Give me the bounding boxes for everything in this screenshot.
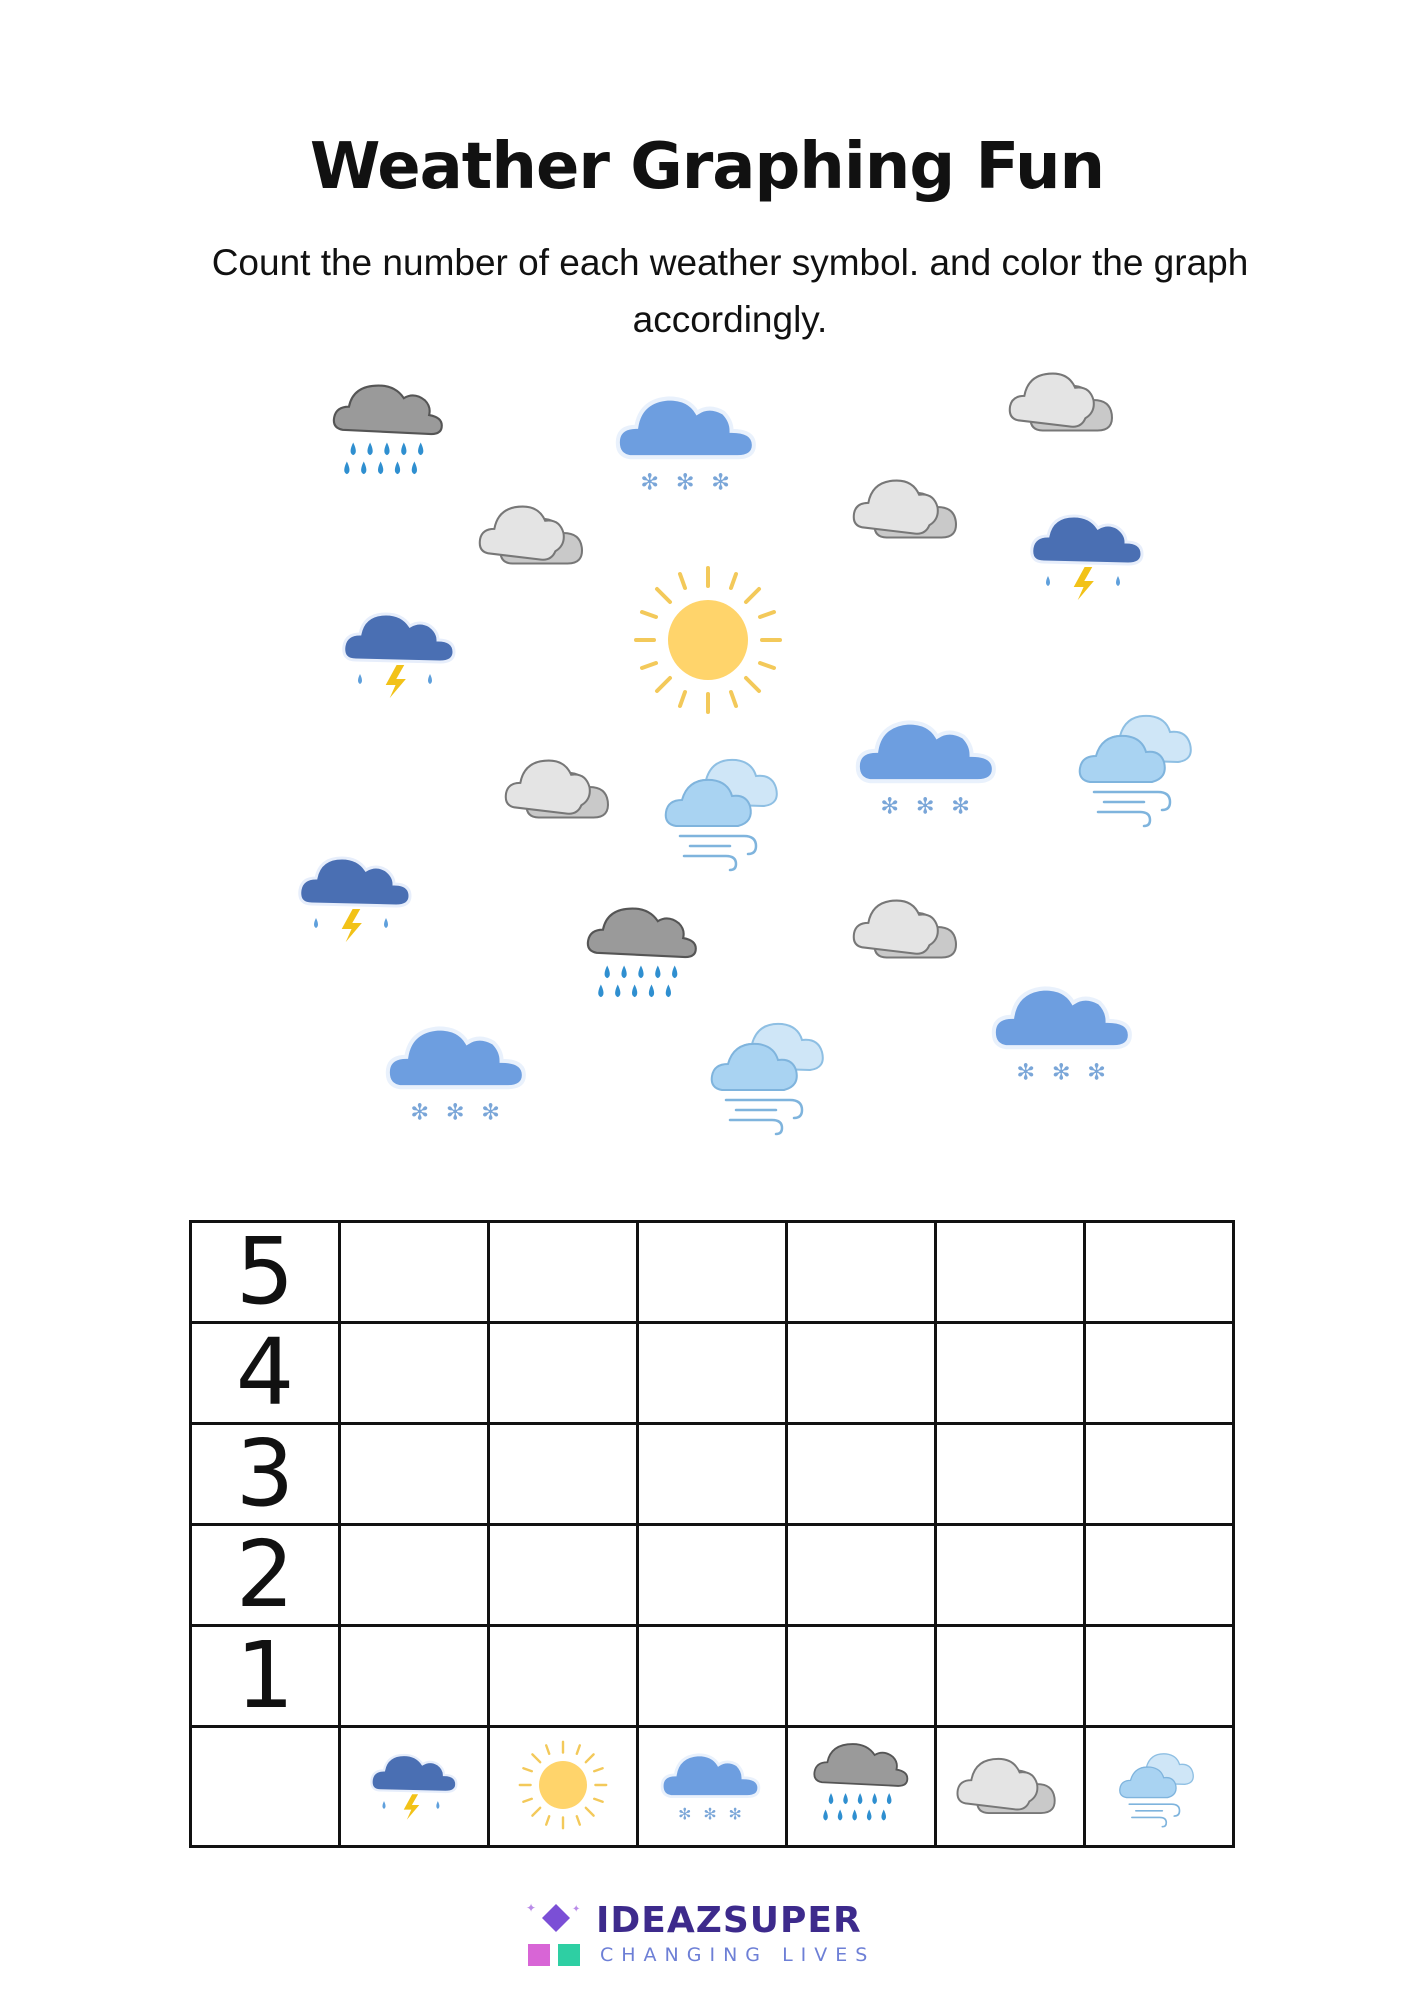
cloudy-icon (848, 882, 970, 974)
svg-text:✦: ✦ (526, 1901, 537, 1915)
graph-cell[interactable] (936, 1525, 1085, 1626)
rain-cloud-icon (811, 1735, 911, 1835)
brand-name: IDEAZSUPER (596, 1900, 862, 1941)
y-label-cell (191, 1319, 340, 1426)
brand-logo (520, 1900, 920, 1970)
snow-cloud-icon (852, 704, 1004, 826)
graph-cell[interactable] (638, 1626, 787, 1727)
thunderstorm-icon (1022, 500, 1152, 610)
cloudy-icon (952, 1741, 1068, 1829)
graph-cell[interactable] (1085, 1222, 1234, 1323)
windy-cloud-icon (1074, 698, 1204, 828)
graph-cell[interactable] (340, 1222, 489, 1323)
graph-cell[interactable] (1085, 1525, 1234, 1626)
snow-cloud-icon (988, 970, 1140, 1092)
graph-cell[interactable] (787, 1626, 936, 1727)
graph-cell[interactable] (787, 1222, 936, 1323)
graph-cell[interactable] (638, 1323, 787, 1424)
graph-cell[interactable] (936, 1626, 1085, 1727)
y-label-cell (191, 1218, 340, 1325)
graph-cell[interactable] (489, 1222, 638, 1323)
svg-text:✦: ✦ (572, 1904, 581, 1915)
cloudy-icon (848, 462, 970, 554)
graph-cell[interactable] (489, 1424, 638, 1525)
graph-cell[interactable] (489, 1525, 638, 1626)
graph-cell[interactable] (340, 1525, 489, 1626)
thunderstorm-icon (364, 1742, 464, 1828)
windy-cloud-icon (1116, 1742, 1202, 1828)
graph-cell[interactable] (787, 1424, 936, 1525)
y-label-cell (191, 1420, 340, 1527)
cloudy-icon (1004, 355, 1126, 447)
graph-cell[interactable] (936, 1222, 1085, 1323)
column-header-rain (787, 1727, 936, 1847)
worksheet-instruction: Count the number of each weather symbol. and color the graph accordingly. (211, 242, 1249, 340)
windy-cloud-icon (706, 1006, 836, 1136)
snow-cloud-icon (612, 380, 764, 502)
y-label: 5 (235, 1218, 295, 1325)
cloudy-icon (500, 742, 622, 834)
graph-cell[interactable] (489, 1323, 638, 1424)
cloudy-icon (474, 488, 596, 580)
graph-cell[interactable] (340, 1626, 489, 1727)
y-label: 1 (235, 1622, 295, 1729)
graph-cell[interactable] (1085, 1424, 1234, 1525)
graph-cell[interactable] (936, 1424, 1085, 1525)
graph-cell[interactable] (340, 1323, 489, 1424)
snow-cloud-icon (658, 1741, 766, 1829)
weather-graph (189, 1220, 1235, 1848)
graph-cell[interactable] (787, 1525, 936, 1626)
worksheet-title: Weather Graphing Fun (309, 130, 1105, 204)
thunderstorm-icon (334, 598, 464, 708)
y-label: 3 (235, 1420, 295, 1527)
brand-mark-icon (520, 1900, 590, 1970)
graph-cell[interactable] (638, 1525, 787, 1626)
y-label-cell (191, 1521, 340, 1628)
graph-cell[interactable] (1085, 1626, 1234, 1727)
thunderstorm-icon (290, 842, 420, 952)
graph-cell[interactable] (1085, 1323, 1234, 1424)
y-label-cell (191, 1622, 340, 1729)
graph-cell[interactable] (936, 1323, 1085, 1424)
corner-cell (191, 1727, 340, 1847)
rain-cloud-icon (330, 375, 446, 491)
y-label: 2 (235, 1521, 295, 1628)
y-label: 4 (235, 1319, 295, 1426)
graph-cell[interactable] (340, 1424, 489, 1525)
sun-icon (628, 560, 788, 720)
windy-cloud-icon (660, 742, 790, 872)
rain-cloud-icon (584, 898, 700, 1014)
column-header-snow (638, 1727, 787, 1847)
snow-cloud-icon (382, 1010, 534, 1132)
column-header-sun (489, 1727, 638, 1847)
graph-cell[interactable] (489, 1626, 638, 1727)
column-header-cloudy (936, 1727, 1085, 1847)
column-header-thunderstorm (340, 1727, 489, 1847)
graph-cell[interactable] (638, 1424, 787, 1525)
graph-cell[interactable] (638, 1222, 787, 1323)
sun-icon (515, 1737, 611, 1833)
brand-tagline: CHANGING LIVES (600, 1944, 876, 1966)
column-header-windy (1085, 1727, 1234, 1847)
graph-cell[interactable] (787, 1323, 936, 1424)
